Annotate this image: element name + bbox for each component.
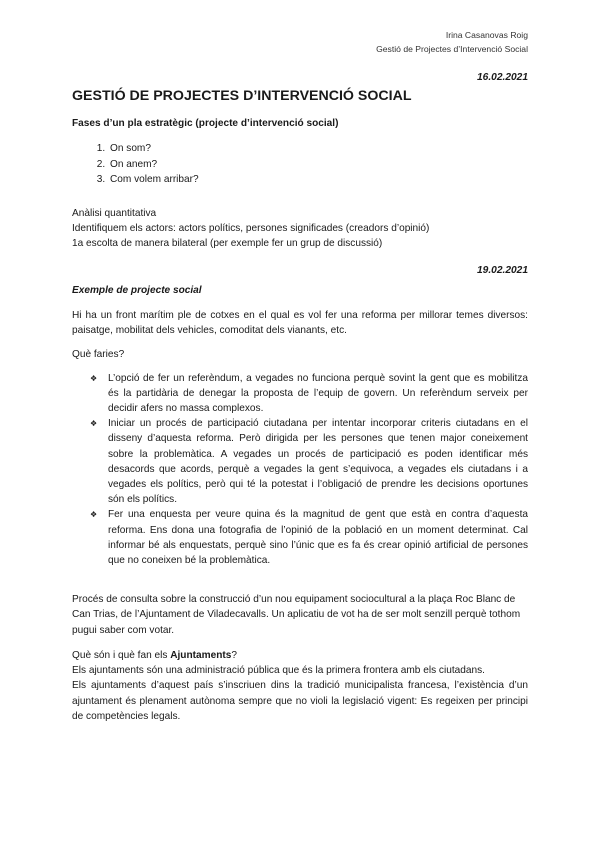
question-bold: Ajuntaments — [170, 649, 232, 661]
list-item: 3. Com volem arribar? — [108, 172, 528, 187]
list-item-text: L’opció de fer un referèndum, a vegades no funciona perquè sovint la gent que es mobilitza és la partidària de denegar la proposta de l’equip de govern. Un referèndum serveix per decidir afers no massa complexos. — [108, 372, 528, 415]
question-prefix: Què són i què fan els — [72, 649, 171, 661]
example-intro: Hi ha un front marítim ple de cotxes en el qual es vol fer una reforma per millorar temes diversos: paisatge, mobilitat dels vehicles, comoditat dels vianants, etc. — [72, 310, 528, 337]
diamond-bullet-icon: ❖ — [90, 373, 98, 383]
question-suffix: ? — [231, 649, 237, 661]
options-list — [72, 371, 528, 569]
example-title: Exemple de projecte social — [72, 284, 202, 296]
ajuntaments-line: Els ajuntaments són una administració pública que és la primera frontera amb els ciutadans. — [72, 665, 485, 677]
analysis-line: Anàlisi quantitativa — [72, 208, 157, 220]
steps-list — [72, 141, 528, 187]
page-header — [376, 28, 528, 56]
list-item-text: Iniciar un procés de participació ciutadana per intentar incorporar criteris ciutadans en el disseny d’aquesta reforma. Però dirigida per les persones que tenen major coneixement sobre la problemàtica. A vegades un procés de participació es poden identificar més desacords que acords, perquè a vegades la gent s’equivoca, a vegades els ciutadans i a vegades els polítics, però qui té la potestat i l’obligació de prendre les decisions oportunes són els polítics. — [108, 418, 528, 506]
document-body — [72, 70, 528, 724]
example-question: Què faries? — [72, 349, 125, 361]
list-item: 1. On som? — [108, 141, 528, 156]
list-item-text: Fer una enquesta per veure quina és la magnitud de gent que està en contra d’aquesta reforma. Ens dona una fotografia de l’opinió de la població en un moment determinat. Cal informar bé als enquestats, perquè sino l’únic que es fa és crear opinió artificial de persones que no coneixen bé la problemàtica. — [108, 509, 528, 567]
list-item: 2. On anem? — [108, 157, 528, 172]
ajuntaments-line: Els ajuntaments d’aquest país s’inscriuen dins la tradició municipalista francesa, l’existència d’un ajuntament és plenament autònoma sempre que no violi la legislació vigent: Es regeixen per principi de competències legals. — [72, 680, 528, 722]
consulta-paragraph: Procés de consulta sobre la construcció d’un nou equipament sociocultural a la plaça Roc Blanc de Can Trias, de l’Ajuntament de Viladecavalls. Un aplicatiu de vot ha de ser molt senzill perquè tothom pugui saber com votar. — [72, 594, 521, 636]
header-author: Irina Casanovas Roig — [445, 30, 528, 40]
header-course: Gestió de Projectes d’Intervenció Social — [376, 44, 528, 54]
list-item — [90, 416, 528, 507]
page-title: GESTIÓ DE PROJECTES D’INTERVENCIÓ SOCIAL — [72, 88, 412, 105]
analysis-line: 1a escolta de manera bilateral (per exemple fer un grup de discussió) — [72, 238, 383, 250]
date-first: 16.02.2021 — [477, 72, 528, 83]
analysis-line: Identifiquem els actors: actors polítics, persones significades (creadors d’opinió) — [72, 223, 430, 235]
section-subtitle: Fases d’un pla estratègic (projecte d’intervenció social) — [72, 118, 339, 130]
analysis-block — [72, 206, 528, 252]
list-item — [90, 507, 528, 568]
list-item — [90, 371, 528, 417]
diamond-bullet-icon: ❖ — [90, 419, 98, 429]
diamond-bullet-icon: ❖ — [90, 510, 98, 520]
ajuntaments-question — [72, 648, 528, 663]
date-second: 19.02.2021 — [477, 264, 528, 276]
